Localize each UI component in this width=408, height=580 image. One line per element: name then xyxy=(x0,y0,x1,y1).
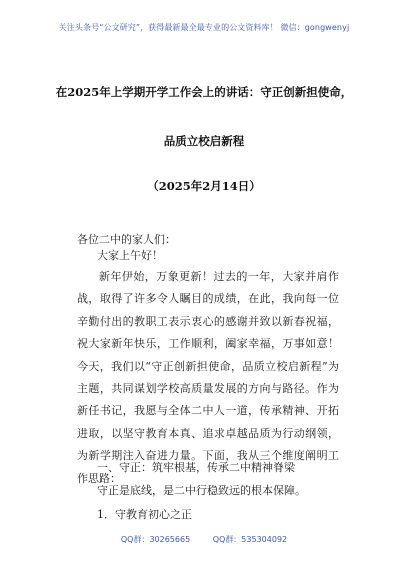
top-banner: 关注头条号“公文研究”，获得最新最全最专业的公文资料库！ 微信：gongwenyj xyxy=(58,23,350,32)
opening-paragraph: 新年伊始，万象更新！过去的一年，大家并肩作战，取得了许多令人瞩目的成绩，在此，我向每一位辛勤付出的教职工表示衷心的感谢并致以新春祝福，祝大家新年快乐，工作顺利，阖家幸福，万事如意！今天，我们以“守正创新担使命，品质立校启新程”为主题，共同谋划学校高质量发展的方向与路径。作为新任书记，我愿与全体二中人一道，传承精神、开拓进取，以坚守教育本真、追求卓越品质为行动纲领，为新学期注入奋进力量。下面，我从三个维度阐明工作思路： xyxy=(77,270,339,485)
footer xyxy=(0,534,408,545)
speech-date: （2025年2月14日） xyxy=(147,179,261,193)
footer-qq-right: QQ群：535304092 xyxy=(212,535,288,544)
footer-qq-left: QQ群：30265665 xyxy=(120,535,191,544)
page-title-line-2: 品质立校启新程 xyxy=(163,134,245,148)
greeting: 大家上午好！ xyxy=(97,249,163,262)
section-sentence-1: 守正是底线，是二中行稳致远的根本保障。 xyxy=(97,484,306,497)
salutation: 各位二中的家人们： xyxy=(77,233,176,246)
page-title-line-1: 在2025年上学期开学工作会上的讲话：守正创新担使命， xyxy=(55,85,353,99)
subsection-heading-1: 1．守教育初心之正 xyxy=(97,508,192,521)
section-heading-1: 一、守正：筑牢根基，传承二中精神脊梁 xyxy=(97,461,295,474)
